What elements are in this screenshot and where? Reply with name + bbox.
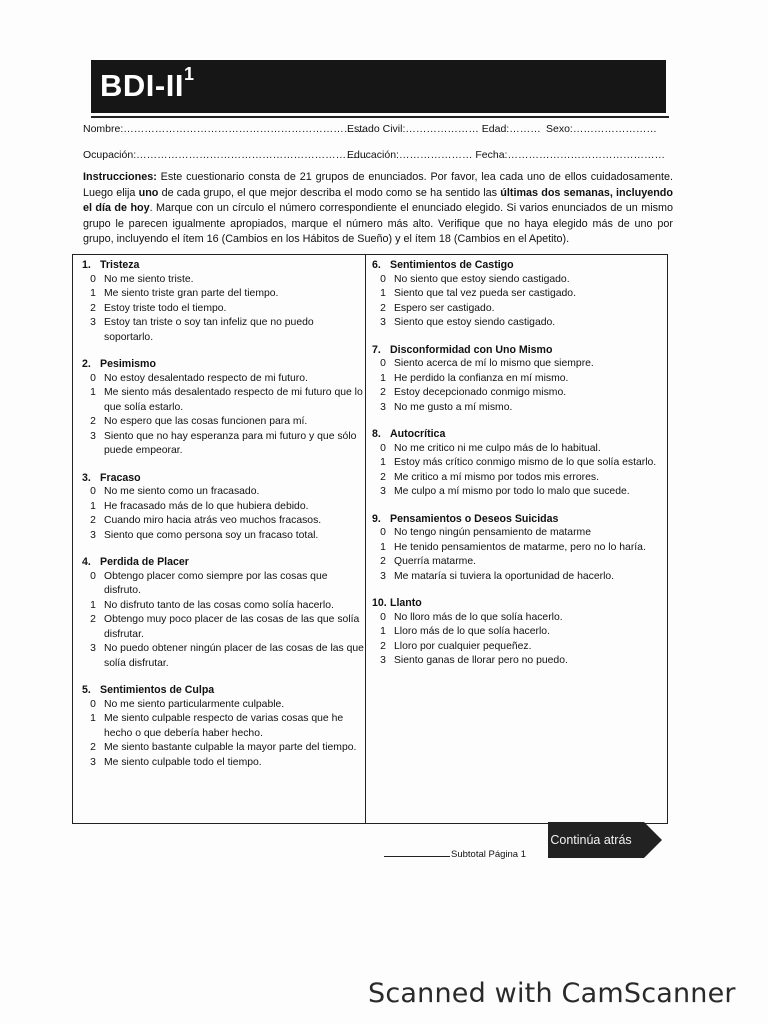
question-group <box>372 596 664 669</box>
question-heading <box>82 683 364 698</box>
answer-text: Me culpo a mí mismo por todo lo malo que sucede. <box>394 486 630 497</box>
answer-score[interactable]: 2 <box>90 416 96 427</box>
answer-text: Cuando miro hacia atrás veo muchos fracasos. <box>104 515 322 526</box>
answer-score[interactable]: 0 <box>380 611 386 623</box>
subtotal-blank <box>384 856 450 857</box>
question-heading <box>372 258 664 273</box>
answer-text: He fracasado más de lo que hubiera debido. <box>104 500 309 512</box>
question-number: 2. <box>82 358 91 370</box>
question-title: Perdida de Placer <box>100 556 189 568</box>
answer-score[interactable]: 3 <box>90 317 96 328</box>
answer-text: He perdido la confianza en mí mismo. <box>394 372 569 384</box>
answer-option[interactable] <box>372 640 664 655</box>
answer-score[interactable]: 1 <box>90 500 96 512</box>
answer-option[interactable] <box>372 316 664 331</box>
answer-score[interactable]: 0 <box>380 442 386 454</box>
answer-text: Me siento culpable respecto de varias cosas que he hecho o que debería haber hecho. <box>104 713 344 739</box>
question-title: Autocrítica <box>390 428 446 440</box>
answer-score[interactable]: 0 <box>380 273 386 285</box>
answer-score[interactable]: 3 <box>90 430 96 442</box>
answer-text: Siento que estoy siendo castigado. <box>394 317 556 328</box>
answer-score[interactable]: 2 <box>90 515 96 526</box>
answer-text: No me gusto a mí mismo. <box>394 401 513 413</box>
answer-option[interactable] <box>82 316 364 345</box>
instructions-paragraph: Instrucciones: Este cuestionario consta de 21 grupos de enunciados. Por favor, lea cada uno de ellos cuidadosamente. Luego elija uno de cada grupo, el que mejor describa el modo como se ha sentido las últimas dos semanas, incluyendo el día de hoy. Marque con un círculo el número correspondiente el enunciado elegido. Si varios enunciados de un mismo grupo le parecen igualmente apropiados, marque el número más alto. Verifique que no haya elegido más de uno por grupo, incluyendo el ítem 16 (Cambios en los Hábitos de Sueño) y el ítem 18 (Cambios en el Apetito). <box>83 171 674 246</box>
continue-back-label: Continúa atrás <box>548 822 644 858</box>
answer-option[interactable] <box>82 756 364 771</box>
subtotal-field[interactable] <box>384 849 526 860</box>
question-number: 9. <box>372 512 381 525</box>
answer-option[interactable] <box>82 642 364 671</box>
answer-score[interactable]: 0 <box>90 570 96 582</box>
answer-text: No puedo obtener ningún placer de las cosas de las que solía disfrutar. <box>104 643 364 669</box>
answer-option[interactable] <box>82 741 364 756</box>
answer-text: Obtengo placer como siempre por las cosas que disfruto. <box>104 570 328 596</box>
answer-score[interactable]: 0 <box>380 527 386 538</box>
right-column <box>372 258 664 681</box>
field-educacion-fecha[interactable]: Educación:………………… Fecha:……………………………………… <box>347 149 665 161</box>
subtotal-label: Subtotal Página 1 <box>451 849 527 860</box>
answer-score[interactable]: 1 <box>380 288 386 299</box>
answer-option[interactable] <box>82 500 364 515</box>
answer-option[interactable] <box>82 430 364 459</box>
answer-score[interactable]: 0 <box>90 486 96 497</box>
question-number: 7. <box>372 343 381 356</box>
question-number: 3. <box>82 471 91 484</box>
question-title: Disconformidad con Uno Mismo <box>390 343 553 356</box>
answer-text: Me siento bastante culpable la mayor parte del tiempo. <box>104 742 357 753</box>
question-number: 4. <box>82 556 91 568</box>
left-column <box>82 258 364 782</box>
answer-text: No lloro más de lo que solía hacerlo. <box>394 611 563 623</box>
question-group <box>82 555 364 671</box>
answer-text: Querría matarme. <box>394 556 476 567</box>
answer-score[interactable]: 1 <box>380 457 386 468</box>
question-number: 10. <box>372 597 387 609</box>
question-heading <box>82 471 364 486</box>
answer-option[interactable] <box>82 570 364 599</box>
answer-option[interactable] <box>372 287 664 302</box>
answer-score[interactable]: 2 <box>90 302 96 314</box>
answer-option[interactable] <box>82 302 364 317</box>
answer-score[interactable]: 0 <box>90 698 96 710</box>
question-title: Llanto <box>390 597 422 609</box>
answer-text: Estoy más crítico conmigo mismo de lo que solía estarlo. <box>394 457 657 468</box>
answer-score[interactable]: 2 <box>380 640 386 652</box>
answer-option[interactable] <box>82 287 364 302</box>
answer-text: No tengo ningún pensamiento de matarme <box>394 527 591 538</box>
answer-text: No estoy desalentado respecto de mi futuro. <box>104 372 308 384</box>
camscanner-watermark: Scanned with CamScanner <box>368 978 736 1009</box>
question-group <box>82 471 364 544</box>
answer-score[interactable]: 3 <box>380 570 386 582</box>
answer-text: Me siento triste gran parte del tiempo. <box>104 288 279 299</box>
answer-score[interactable]: 1 <box>90 387 96 398</box>
answer-text: No me critico ni me culpo más de lo habitual. <box>394 442 601 454</box>
answer-text: No disfruto tanto de las cosas como solía hacerlo. <box>104 599 334 611</box>
answer-text: No siento que estoy siendo castigado. <box>394 273 570 285</box>
answer-option[interactable] <box>372 526 664 541</box>
answer-option[interactable] <box>372 386 664 401</box>
answer-text: Estoy decepcionado conmigo mismo. <box>394 387 567 398</box>
answer-score[interactable]: 0 <box>90 372 96 384</box>
answer-option[interactable] <box>82 514 364 529</box>
answer-option[interactable] <box>372 357 664 372</box>
answer-option[interactable] <box>372 456 664 471</box>
answer-option[interactable] <box>82 415 364 430</box>
question-number: 1. <box>82 259 91 271</box>
answer-text: Me siento más desalentado respecto de mi futuro que lo que solía estarlo. <box>104 387 363 413</box>
answer-score[interactable]: 2 <box>90 742 96 753</box>
answer-score[interactable]: 2 <box>380 302 386 314</box>
question-title: Pensamientos o Deseos Suicidas <box>390 512 559 525</box>
title-bar <box>91 60 666 113</box>
answer-score[interactable]: 3 <box>90 756 96 768</box>
question-group <box>372 343 664 416</box>
answer-score[interactable]: 2 <box>90 614 96 625</box>
answer-text: Estoy tan triste o soy tan infeliz que no puedo soportarlo. <box>104 317 314 343</box>
answer-text: Siento ganas de llorar pero no puedo. <box>394 655 568 666</box>
question-heading <box>372 512 664 527</box>
answer-option[interactable] <box>372 485 664 500</box>
question-number: 6. <box>372 259 381 271</box>
answer-option[interactable] <box>372 555 664 570</box>
question-title: Tristeza <box>100 259 140 271</box>
answer-score[interactable]: 1 <box>380 372 386 384</box>
answer-score[interactable]: 3 <box>90 529 96 541</box>
answer-score[interactable]: 2 <box>380 387 386 398</box>
answer-option[interactable] <box>372 471 664 486</box>
answer-option[interactable] <box>82 485 364 500</box>
answer-option[interactable] <box>372 541 664 556</box>
answer-option[interactable] <box>82 372 364 387</box>
answer-option[interactable] <box>372 302 664 317</box>
question-heading <box>372 343 664 358</box>
answer-option[interactable] <box>372 372 664 387</box>
answer-text: No me siento como un fracasado. <box>104 486 260 497</box>
answer-score[interactable]: 3 <box>90 643 96 654</box>
answer-score[interactable]: 1 <box>380 541 386 553</box>
answer-score[interactable]: 1 <box>90 599 96 611</box>
answer-option[interactable] <box>372 401 664 416</box>
question-group <box>372 512 664 585</box>
answer-option[interactable] <box>372 570 664 585</box>
answer-text: No me siento triste. <box>104 273 194 285</box>
question-heading <box>372 596 664 611</box>
answer-option[interactable] <box>372 654 664 669</box>
answer-option[interactable] <box>82 386 364 415</box>
answer-score[interactable]: 2 <box>380 471 386 483</box>
answer-text: Siento que no hay esperanza para mi futuro y que sólo puede empeorar. <box>104 430 357 456</box>
title-underline <box>91 116 669 118</box>
question-title: Sentimientos de Castigo <box>390 259 514 271</box>
answer-option[interactable] <box>372 273 664 288</box>
question-group <box>372 427 664 500</box>
answer-text: Lloro por cualquier pequeñez. <box>394 640 532 652</box>
questionnaire-table <box>72 254 668 824</box>
answer-text: Me critico a mí mismo por todos mis errores. <box>394 471 599 483</box>
question-heading <box>82 357 364 372</box>
field-ocupacion[interactable]: Ocupación:………………………………………………………… <box>83 149 368 161</box>
answer-score[interactable]: 2 <box>380 556 386 567</box>
answer-score[interactable]: 3 <box>380 655 386 666</box>
answer-option[interactable] <box>372 442 664 457</box>
answer-text: No espero que las cosas funcionen para mí. <box>104 416 308 427</box>
answer-score[interactable]: 0 <box>380 358 386 369</box>
answer-text: Obtengo muy poco placer de las cosas de las que solía disfrutar. <box>104 614 360 640</box>
answer-option[interactable] <box>82 529 364 544</box>
answer-text: No me siento particularmente culpable. <box>104 698 285 710</box>
question-title: Fracaso <box>100 471 141 484</box>
answer-text: Siento acerca de mí lo mismo que siempre. <box>394 358 594 369</box>
answer-text: Siento que tal vez pueda ser castigado. <box>394 288 576 299</box>
answer-text: Espero ser castigado. <box>394 302 495 314</box>
question-title: Sentimientos de Culpa <box>100 684 215 696</box>
question-heading <box>372 427 664 442</box>
answer-text: Me mataría si tuviera la oportunidad de hacerlo. <box>394 570 615 582</box>
title-footnote-mark: 1 <box>183 64 195 84</box>
answer-text: Lloro más de lo que solía hacerlo. <box>394 626 550 637</box>
question-title: Pesimismo <box>100 358 156 370</box>
column-divider <box>365 255 366 823</box>
answer-option[interactable] <box>82 613 364 642</box>
question-group <box>82 258 364 345</box>
answer-score[interactable]: 3 <box>380 401 386 413</box>
answer-option[interactable] <box>82 599 364 614</box>
answer-option[interactable] <box>82 698 364 713</box>
answer-option[interactable] <box>82 273 364 288</box>
question-group <box>82 357 364 459</box>
answer-option[interactable] <box>82 712 364 741</box>
question-heading <box>82 258 364 273</box>
answer-option[interactable] <box>372 611 664 626</box>
answer-text: Me siento culpable todo el tiempo. <box>104 756 262 768</box>
answer-score[interactable]: 3 <box>380 317 386 328</box>
question-group <box>82 683 364 770</box>
answer-score[interactable]: 3 <box>380 486 386 497</box>
answer-text: Estoy triste todo el tiempo. <box>104 302 227 314</box>
field-estado-civil-edad[interactable]: Estado Civil:………………… Edad:……… <box>347 123 541 135</box>
arrow-right-icon <box>644 822 662 858</box>
answer-option[interactable] <box>372 625 664 640</box>
answer-score[interactable]: 0 <box>90 273 96 285</box>
question-number: 5. <box>82 684 91 696</box>
question-number: 8. <box>372 428 381 440</box>
answer-score[interactable]: 1 <box>90 713 96 724</box>
answer-score[interactable]: 1 <box>90 288 96 299</box>
field-sexo[interactable]: Sexo:…………………… <box>546 123 657 135</box>
question-group <box>372 258 664 331</box>
answer-score[interactable]: 1 <box>380 626 386 637</box>
answer-text: Siento que como persona soy un fracaso total. <box>104 529 319 541</box>
field-nombre[interactable]: Nombre:…………………………………………………………… <box>83 123 365 135</box>
question-heading <box>82 555 364 570</box>
page-title: BDI-$II^1$ <box>100 64 195 103</box>
answer-text: He tenido pensamientos de matarme, pero no lo haría. <box>394 541 646 553</box>
